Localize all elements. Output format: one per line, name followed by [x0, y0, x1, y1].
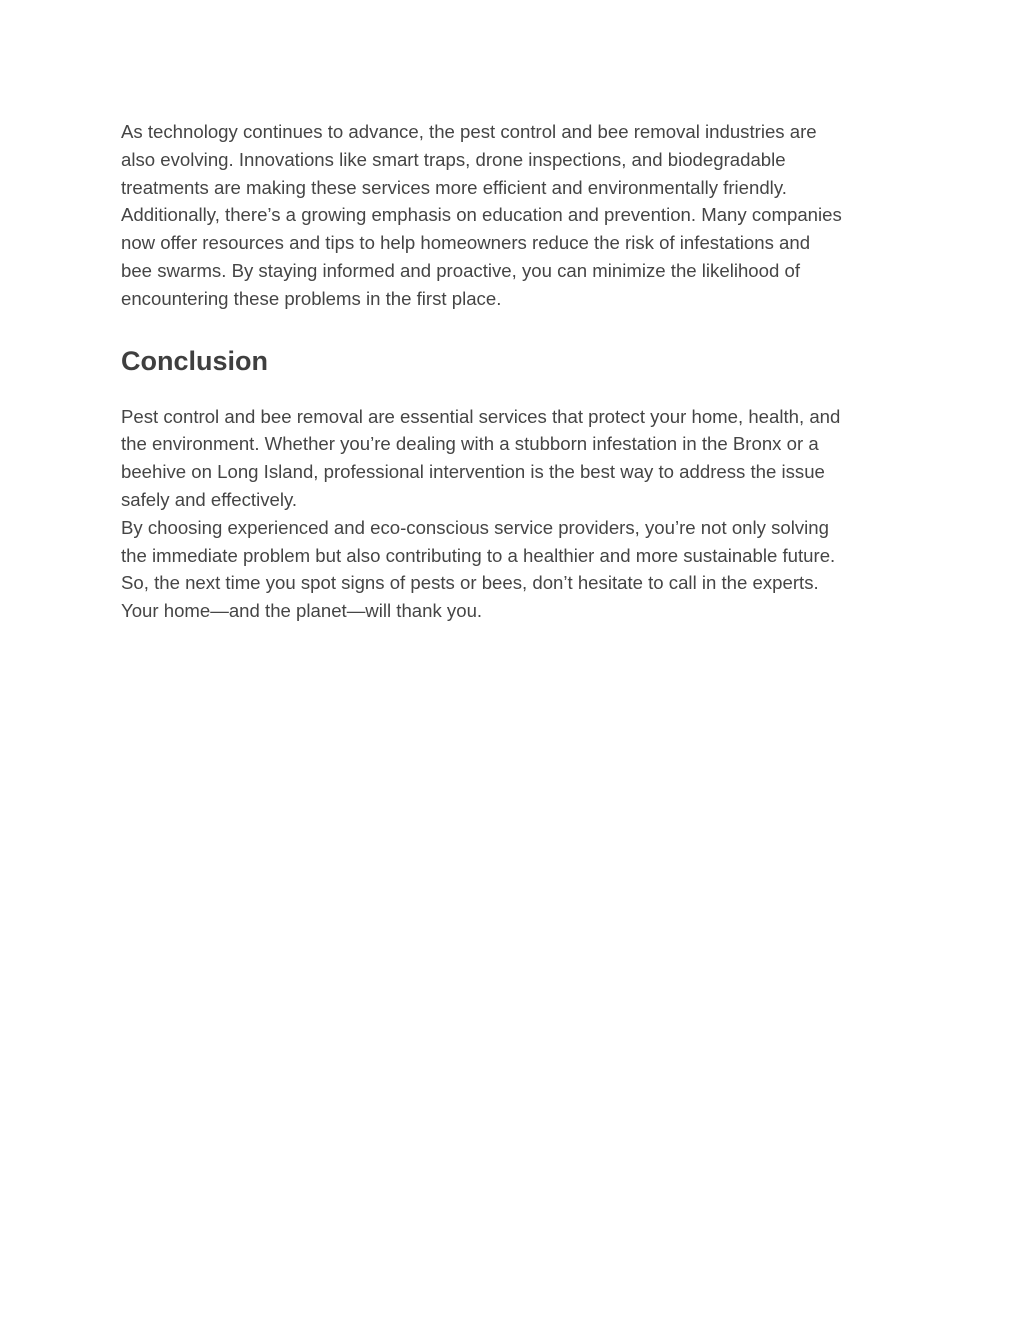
conclusion-heading: Conclusion	[121, 345, 268, 376]
text-line: beehive on Long Island, professional intervention is the best way to address the issue	[121, 461, 825, 483]
document-body	[121, 118, 911, 625]
text-line: Your home—and the planet—will thank you.	[121, 600, 483, 622]
text-line: safely and effectively.	[121, 488, 298, 510]
conclusion-paragraph	[121, 403, 911, 625]
text-line: bee swarms. By staying informed and proactive, you can minimize the likelihood of	[121, 259, 800, 281]
text-line: Additionally, there’s a growing emphasis on education and prevention. Many companies	[121, 204, 842, 226]
text-line: By choosing experienced and eco-conscious service providers, you’re not only solving	[121, 516, 829, 538]
text-line: So, the next time you spot signs of pests or bees, don’t hesitate to call in the experts.	[121, 572, 819, 594]
text-line: encountering these problems in the first place.	[121, 287, 502, 309]
text-line: treatments are making these services more efficient and environmentally friendly.	[121, 176, 787, 198]
text-line: As technology continues to advance, the pest control and bee removal industries are	[121, 121, 817, 142]
text-line: Pest control and bee removal are essential services that protect your home, health, and	[121, 405, 841, 427]
text-line: the immediate problem but also contributing to a healthier and more sustainable future.	[121, 544, 836, 566]
text-line: now offer resources and tips to help homeowners reduce the risk of infestations and	[121, 232, 811, 254]
text-line: the environment. Whether you’re dealing with a stubborn infestation in the Bronx or a	[121, 433, 819, 455]
intro-paragraph	[121, 118, 911, 313]
text-line: also evolving. Innovations like smart traps, drone inspections, and biodegradable	[121, 148, 786, 170]
